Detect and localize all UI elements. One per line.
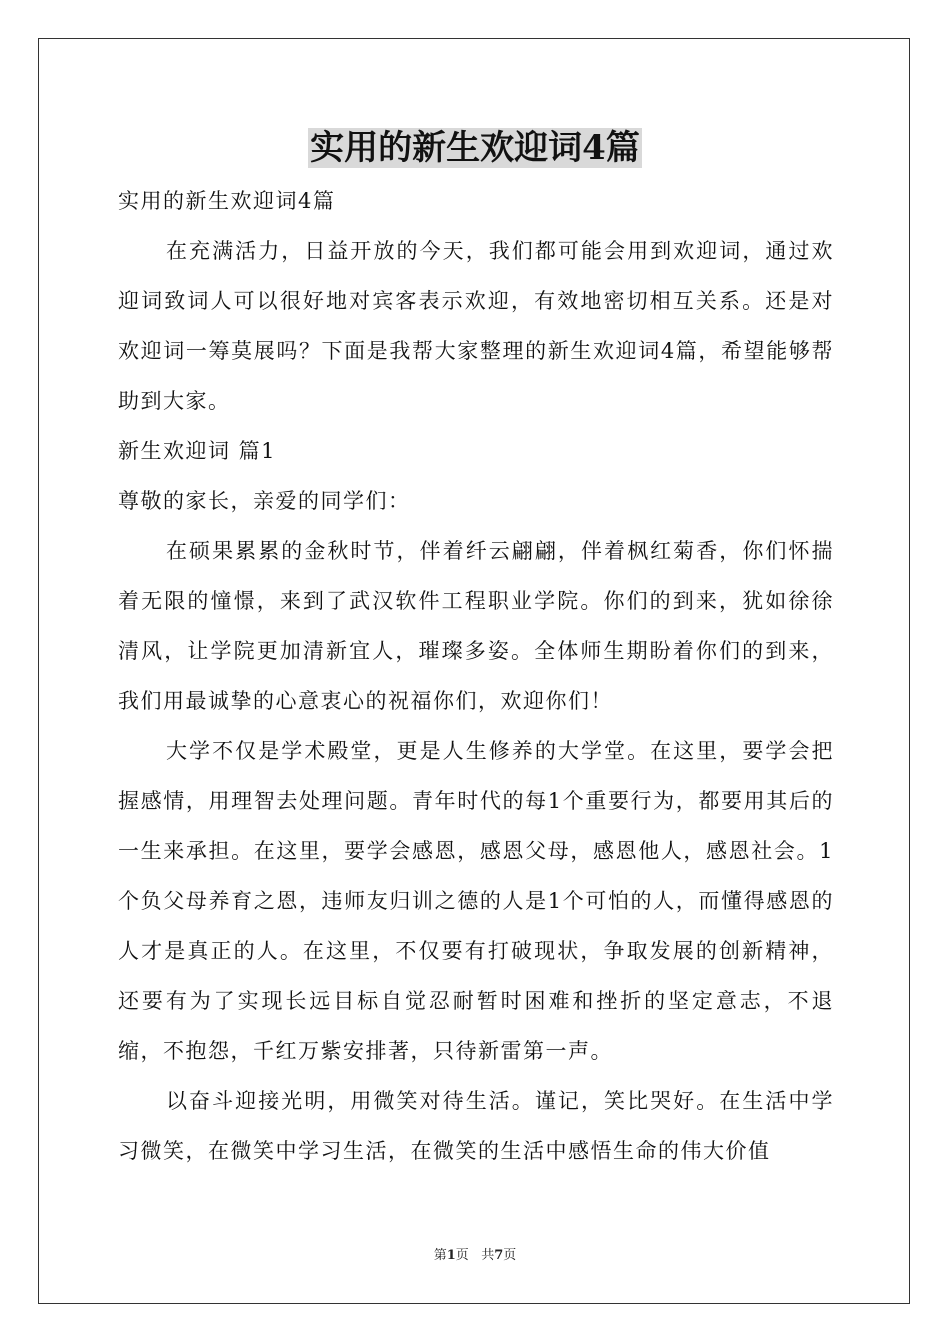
document-body [118,176,834,1176]
document-title-text: 实用的新生欢迎词4篇 [310,128,640,168]
body-paragraph: 在硕果累累的金秋时节，伴着纤云翩翩，伴着枫红菊香，你们怀揣着无限的憧憬，来到了武汉软件工程职业学院。你们的到来，犹如徐徐清风，让学院更加清新宜人，璀璨多姿。全体师生期盼着你们的到来，我们用最诚挚的心意衷心的祝福你们，欢迎你们！ [118,539,834,713]
page-number: 1 [446,1248,456,1263]
page-prefix: 第 [433,1248,447,1263]
document-title [0,126,950,170]
body-paragraph: 大学不仅是学术殿堂，更是人生修养的大学堂。在这里，要学会把握感情，用理智去处理问题。青年时代的每1个重要行为，都要用其后的一生来承担。在这里，要学会感恩，感恩父母，感恩他人，感恩社会。1个负父母养育之恩，违师友归训之德的人是1个可怕的人，而懂得感恩的人才是真正的人。在这里，不仅要有打破现状，争取发展的创新精神，还要有为了实现长远目标自觉忍耐暂时困难和挫折的坚定意志，不退缩，不抱怨，千红万紫安排著，只待新雷第一声。 [118,739,834,1063]
page-suffix: 页 [455,1248,469,1263]
body-paragraph: 以奋斗迎接光明，用微笑对待生活。谨记，笑比哭好。在生活中学习微笑，在微笑中学习生活，在微笑的生活中感悟生命的伟大价值 [118,1089,834,1163]
salutation: 尊敬的家长，亲爱的同学们： [118,489,411,513]
subtitle-line: 实用的新生欢迎词4篇 [118,189,336,213]
page-footer [0,1246,950,1266]
total-prefix: 共 [481,1248,495,1263]
section-heading: 新生欢迎词 篇1 [118,439,277,463]
total-pages: 7 [494,1248,504,1263]
intro-paragraph: 在充满活力，日益开放的今天，我们都可能会用到欢迎词，通过欢迎词致词人可以很好地对宾客表示欢迎，有效地密切相互关系。还是对欢迎词一筹莫展吗？下面是我帮大家整理的新生欢迎词4篇，希望能够帮助到大家。 [118,239,834,413]
total-suffix: 页 [503,1248,517,1263]
